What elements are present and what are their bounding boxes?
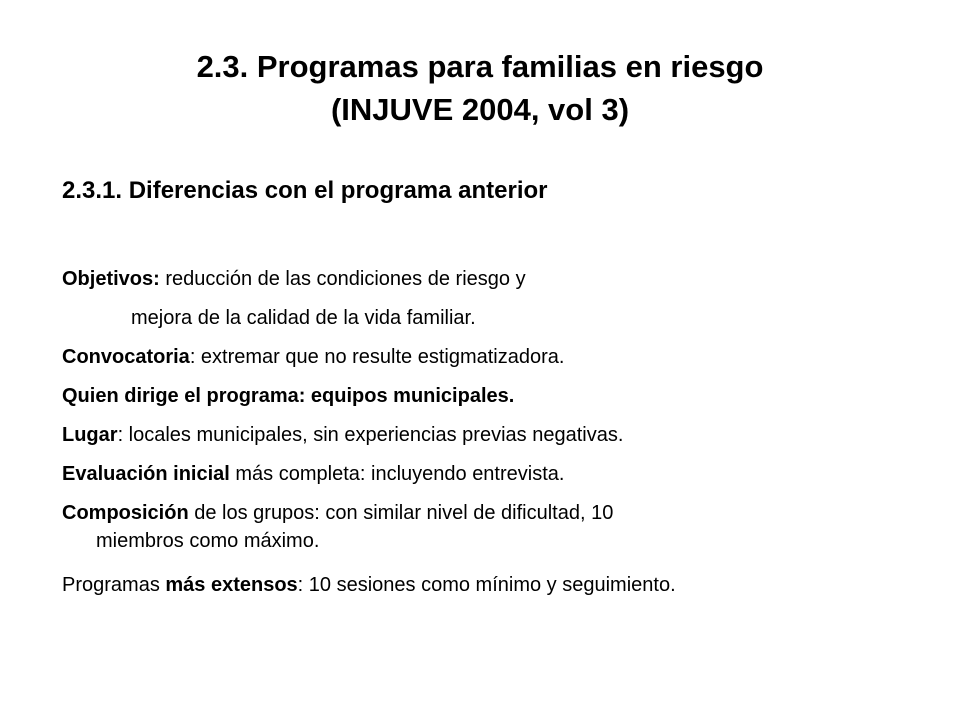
programas-label: más extensos xyxy=(165,574,298,596)
convocatoria-label: Convocatoria xyxy=(62,346,190,368)
programas-text: : 10 sesiones como mínimo y seguimiento. xyxy=(297,574,676,596)
quien-dirige-line xyxy=(62,382,514,410)
title-line-2: (INJUVE 2004, vol 3) xyxy=(330,92,630,127)
composicion-line xyxy=(62,499,862,555)
slide-title xyxy=(0,45,960,131)
title-line-1: 2.3. Programas para familias en riesgo xyxy=(196,49,764,84)
objetivos-line xyxy=(62,265,526,293)
lugar-line xyxy=(62,421,623,449)
composicion-text: de los grupos: con similar nivel de dificultad, 10 xyxy=(188,502,614,524)
evaluacion-line xyxy=(62,460,564,488)
composicion-label: Composición xyxy=(62,502,189,524)
section-subtitle: 2.3.1. Diferencias con el programa anterior xyxy=(62,177,548,204)
lugar-label: Lugar xyxy=(62,424,118,446)
convocatoria-text: : extremar que no resulte estigmatizadora. xyxy=(189,346,565,368)
evaluacion-text: más completa: incluyendo entrevista. xyxy=(229,463,565,485)
objetivos-text: reducción de las condiciones de riesgo y xyxy=(159,268,526,290)
programas-prefix: Programas xyxy=(62,574,166,596)
lugar-text: : locales municipales, sin experiencias previas negativas. xyxy=(117,424,624,446)
objetivos-continuation-text: mejora de la calidad de la vida familiar. xyxy=(131,307,476,329)
composicion-continuation: miembros como máximo. xyxy=(96,530,320,552)
convocatoria-line xyxy=(62,343,564,371)
evaluacion-label: Evaluación inicial xyxy=(62,463,230,485)
objetivos-continuation xyxy=(131,304,476,332)
objetivos-label: Objetivos: xyxy=(62,268,160,290)
quien-dirige-label: Quien dirige el programa: equipos municipales. xyxy=(62,385,515,407)
programas-line xyxy=(62,571,676,599)
